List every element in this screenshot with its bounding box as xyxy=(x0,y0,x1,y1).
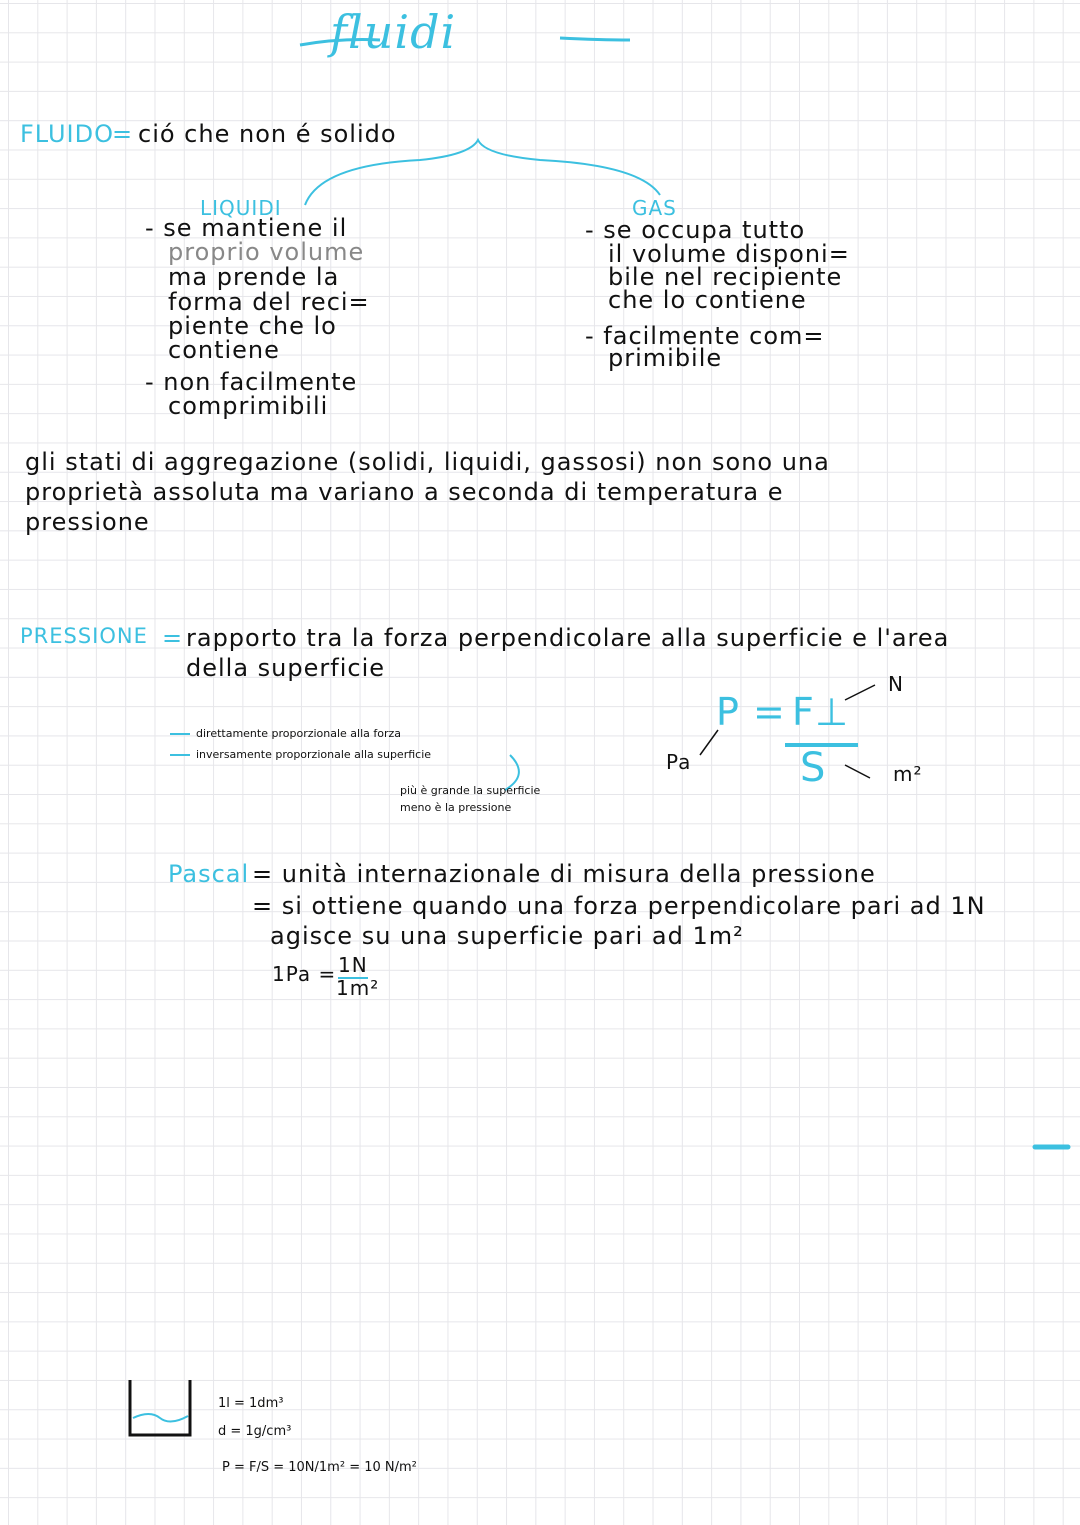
note-direct: direttamente proporzionale alla forza xyxy=(196,727,402,740)
fluido-definition: ció che non é solido xyxy=(138,120,397,148)
pressione-term: PRESSIONE xyxy=(20,624,148,648)
equals-sign: = xyxy=(162,624,184,652)
unit-pa: Pa xyxy=(666,750,692,774)
liquidi-heading: LIQUIDI xyxy=(200,196,282,220)
liquidi-line: proprio volume xyxy=(168,238,365,266)
formula-lhs: P = xyxy=(716,690,786,734)
paragraph-line: pressione xyxy=(25,508,150,536)
gas-line: - se occupa tutto xyxy=(585,216,806,244)
unit-m2: m² xyxy=(893,762,923,786)
page-title: fluidi xyxy=(330,5,457,59)
liquidi-line: ma prende la xyxy=(168,263,340,291)
pascal-eq-lhs: 1Pa = xyxy=(272,962,337,986)
liquidi-line: forma del reci= xyxy=(168,288,370,316)
gas-line: primibile xyxy=(608,344,723,372)
paragraph-line: gli stati di aggregazione (solidi, liquidi, gassosi) non sono una xyxy=(25,448,830,476)
aside-line: più è grande la superficie xyxy=(400,784,541,797)
liquidi-line: comprimibili xyxy=(168,392,329,420)
gas-line: il volume disponi= xyxy=(608,240,850,268)
formula-denominator: S xyxy=(800,745,827,791)
liquidi-line: piente che lo xyxy=(168,312,337,340)
note-inverse: inversamente proporzionale alla superficie xyxy=(196,748,432,761)
pascal-line: = unità internazionale di misura della pressione xyxy=(252,860,876,888)
example-line: 1l = 1dm³ xyxy=(218,1396,284,1411)
pressione-def-line: rapporto tra la forza perpendicolare alla superficie e l'area xyxy=(186,624,950,652)
pascal-line: agisce su una superficie pari ad 1m² xyxy=(270,922,744,950)
example-line: P = F/S = 10N/1m² = 10 N/m² xyxy=(222,1460,417,1475)
formula-numerator: F⊥ xyxy=(792,690,849,734)
gas-line: - facilmente com= xyxy=(585,322,825,350)
gas-line: che lo contiene xyxy=(608,286,807,314)
example-line: d = 1g/cm³ xyxy=(218,1424,292,1439)
liquidi-line: contiene xyxy=(168,336,280,364)
pascal-eq-den: 1m² xyxy=(336,976,380,1000)
pascal-line: = si ottiene quando una forza perpendicolare pari ad 1N xyxy=(252,892,986,920)
liquidi-line: - se mantiene il xyxy=(145,214,348,242)
pressione-def-line: della superficie xyxy=(186,654,385,682)
liquidi-line: - non facilmente xyxy=(145,368,358,396)
gas-line: bile nel recipiente xyxy=(608,263,843,291)
aside-line: meno è la pressione xyxy=(400,801,512,814)
paragraph-line: proprietà assoluta ma variano a seconda di temperatura e xyxy=(25,478,784,506)
fluido-term: FLUIDO xyxy=(20,120,114,148)
gas-heading: GAS xyxy=(632,196,677,220)
equals-sign: = xyxy=(112,120,134,148)
pascal-eq-num: 1N xyxy=(338,953,368,977)
unit-n: N xyxy=(888,672,904,696)
pascal-term: Pascal xyxy=(168,860,250,888)
